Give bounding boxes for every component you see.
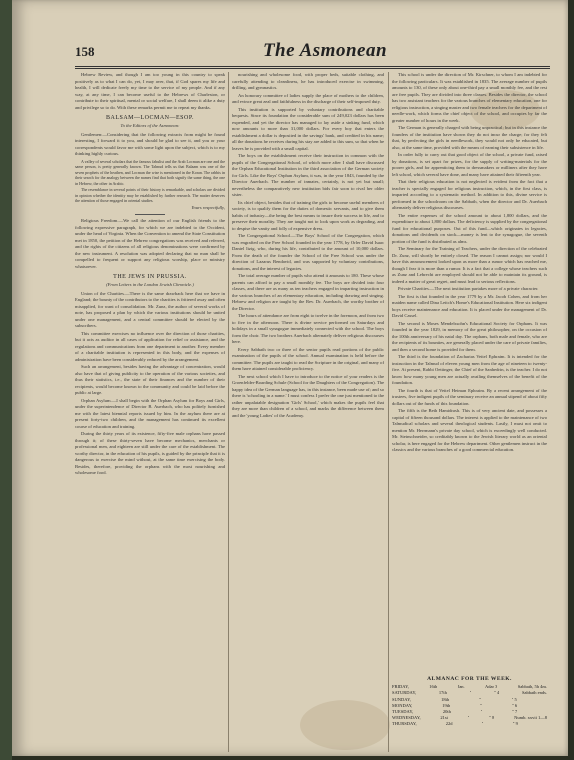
book-spine-edge	[0, 0, 12, 760]
almanac-cell: 19th	[442, 702, 451, 708]
almanac-cell: 16th	[429, 684, 438, 690]
article-heading: BALSAM—LOCMAN—ESOP.	[105, 115, 194, 121]
almanac-cell: TUESDAY,	[392, 709, 414, 715]
almanac-cell: 22d	[445, 721, 453, 727]
paragraph: This committee exercises no influence over the direction of those charities, but it acts as auditor in all cases of application for relief or assistance, and the regulations and communications from one department to another. Every member of a charitable institution is represented in this body, and the expenses of administration have been considerably reduced by the arrangement.	[75, 330, 225, 362]
paragraph: This school is under the direction of Mr. Kirschner, to whom I am indebted for the following particulars. It was established in 1835. The average number of pupils amounts to 130, of these only about one-third pay a small monthly fee, and the rest are free pupils. They are divided into three classes. Besides the director, the school has two assistant teachers for the various branches of elementary education, one for religious instruction, a singing master and two female teachers for the department of needle-work, which forms the chief object of the school, and occupies by far the greater number of hours in the week.	[392, 72, 547, 123]
almanac-cell: Sabbath, 5h 4m.	[517, 684, 547, 690]
paragraph: The next school which I have to introduce to the notice of your readers is the Groenfelder-Boarding Schule (School for the Daughters of the Congregation). The happy idea of the German language has, in this instance, been made use of; and so there is 'schooling in a name.' I must confess I prefer the one just mentioned to the rather unpalatable designation 'Girls' School,' which makes the pupils feel that they are more than children of a school, and marks the difference between them and the 'young Ladies' of the Academy.	[232, 373, 384, 418]
paragraph: Union of the Charities.—There is the same drawback here that we have in England; the bounty of the contributors to the charities is frittered away and often misapplied, for want of consolidation. Mr. Zunz, the author of several works of note, has proposed a plan by which the various institutions should be united under one management, and a central committee should be elected by the subscribers.	[75, 290, 225, 328]
paragraph: Gentlemen:—Considering that the following extracts from might be found interesting, I forward it to you, and should be glad to see it, and you or your correspondents would favor me with some light upon the subject, which is to my thinking highly curious.	[75, 131, 225, 156]
paragraph: In order fully to carry out that good object of the school, a private fund, raised by donations, is set apart for prizes, for the supply of writing-materials for the poorer girls, and for apprenticing them to dressmakers or milliners after they have left school, which several have done, and many have attained their fifteenth year.	[392, 152, 547, 177]
column-divider	[228, 72, 229, 752]
almanac-cell: Adar 3	[485, 684, 498, 690]
almanac-cell: 17th	[438, 690, 447, 696]
paragraph: The third is the foundation of Zacharias Veitel Ephraim. It is intended for the instruction in the Talmud of eleven young men from the age of nineteen to twenty-five. At present, Rabbi Oettinger, the Chief of the Sanhedrin, is the teacher. I do not know how many young men are actually availing themselves of the benefit of the foundation.	[392, 354, 547, 385]
paragraph: The fifth is the Beth Hamidrash. This is of very ancient date, and possesses a capital of fifteen thousand dollars. The interest is applied to the maintenance of two Talmudical scholars and several theological students. Lastly, I must not omit to mention Mr. Herrmann's private day school, which is exceedingly well conducted. Mr. Steinschneider, so creditably known to the Jewish literary world as an oriental scholar, is here engaged for the Hebrew department. Other gentlemen instruct in the classics and the various branches of a good commercial education.	[392, 408, 547, 452]
almanac-cell: "	[480, 709, 483, 715]
column-2	[232, 72, 384, 756]
paragraph: The boys on the establishment receive their instruction in common with the pupils of the Congregational School, of which more after I shall have discussed the Orphan Educational Institution in the third association of the German society for Girls. Like the Boys' Orphan Asylum, it was, in the year 1843, founded by the Director Auerbach. The number of inmates, certainly, is not yet but small; nevertheless the comparatively new institution bids fair soon to rival her older sister.	[232, 153, 384, 197]
paragraph: The hours of attendance are from eight to twelve in the forenoon, and from two to five in the afternoon. There is divine service performed on Saturdays and holidays in a small synagogue immediately connected with the school. The boys form the choir. The two brothers Auerbach alternately deliver religious discourses here.	[232, 313, 384, 344]
paragraph: The total average number of pupils who attend it amounts to 180. These whose parents can afford to pay a small monthly fee. The boys are divided into four classes, and there are as many as ten teachers engaged in imparting instruction in the various branches of an elementary education, including drawing and singing. Hebrew and religion are taught by the Rev. Dr. Auerbach, the worthy brother of the Director.	[232, 273, 384, 311]
paragraph: The Congregational School.—The Boys' School of the Congregation, which was engrafted on the Free School founded in the year 1778, by Orler David Isaac Daniel Itzig, who, during his life, contributed to the amount of 10,000 dollars. From the death of the founder the School of the Free School was under the direction of Lazarus Bendavid, and was supported by voluntary contributions, donations, and the interest of legacies.	[232, 233, 384, 271]
paragraph: Such an arrangement, besides having the advantage of concentration, would also have that of giving publicity to the operation of the various societies, and thus their statistics, i.e., the state of their finances and the number of their recipients, would become known to the community and could be laid before the public at large.	[75, 364, 225, 395]
almanac-cell: " 8	[489, 715, 495, 721]
paragraph: During the thirty years of its existence, fifty-five male orphans have passed through it; of these thirty-seven have become mechanics, merchants or professional men, and eighteen are still under the care of the establishment. The worthy director, in the education of his pupils, is guided by the principle that it is dangerous to exercise the mind without, at the same time exercising the body. Besides, therefore, providing the orphans with the most nourishing and wholesome food.	[75, 431, 225, 475]
paragraph: The second is Moses Mendelssohn's Educational Society for Orphans. It was founded in the year 1829, in memory of the great philosopher, on the occasion of the 100th anniversary of his natal day. The orphans, both male and female, who are the recipients of its bounties, are generally placed under the care of private families, and then a second home is provided for them.	[392, 320, 547, 352]
journal-title: The Asmonean	[262, 40, 388, 61]
almanac-box	[392, 676, 547, 728]
paragraph: The German is generally charged with being unpractical; but in this instance the founders of the institution have shown they do not incur the charge; for they felt that, by perfecting the girls in needlework, they would not only be educated, but also, at the same time, provided with the means of earning their subsistence in life.	[392, 125, 547, 150]
almanac-cell: Numb. xxvii 1—8	[514, 715, 547, 721]
almanac-cell: " 5	[511, 696, 517, 702]
almanac-cell: "	[480, 702, 482, 708]
paragraph: Hebrew Review, and though I am too young in this country to speak positively as to what I can do, yet, I may aver, that, if God spares my life and health, I will dedicate freely my time to the service of my people. And if any way, at any time, I can become useful to the Hebrews of Charleston, or contribute to their spiritual, mental or social welfare, I shall deem it alike a duty and privilege so to do. With these remarks permit me to repeat my thanks.	[75, 72, 225, 110]
almanac-cell: "	[481, 721, 484, 727]
almanac-cell: 21st	[440, 715, 448, 721]
paragraph: Orphan Asylum.—I shall begin with the Orphan Asylum for Boys and Girls, under the superintendence of Director B. Auerbach, who has politely furnished me with the latest biennial reports issued by him. In the asylum there are at present forty-two children, and the management has continued its excellent course of education and training.	[75, 397, 225, 429]
almanac-cell: " 4	[494, 690, 500, 696]
almanac-cell: "	[479, 696, 482, 702]
almanac-cell: Jan.	[457, 684, 465, 690]
paragraph: An honorary committee of ladies supply the place of mothers to the children, and evince great zeal and faithfulness in the discharge of their self-imposed duty.	[232, 92, 384, 104]
header-rule	[75, 66, 550, 67]
paragraph: Private Charities.—The next institution partakes more of a private character.	[398, 286, 539, 291]
almanac-row	[392, 721, 547, 727]
article-subheading: (From Letters in the London Jewish Chronicle.)	[106, 282, 194, 287]
almanac-cell: Sabbath ends.	[521, 690, 547, 696]
almanac-cell: " 6	[511, 702, 518, 708]
page-header	[75, 40, 550, 64]
column-1	[75, 72, 225, 756]
paragraph: The Seminary for the Training of Teachers, under the direction of the celebrated Dr. Zunz, will shortly be entirely closed. The reason I cannot assign; nor would I have this announcement looked upon as more than a rumor which has reached me, though I fear it is more than a rumor. It is a fact that a college whose teachers such as Zunz and Lebrecht are employed should not be able to maintain its ground, is indeed a matter of great regret, and must lead to serious reflections.	[392, 246, 547, 284]
almanac-cell: MONDAY,	[392, 702, 413, 708]
paragraph: The first is that founded in the year 1779 by a Mr. Jacob Cohen, and from her maiden name called Dina Leitch's Home's Educational Institution. Here six indigent boys receive maintenance and education. It is placed under the management of Dr. David Cassel.	[392, 293, 547, 318]
paragraph: This institution is supported by voluntary contributions and charitable bequests. Since its foundation the considerable sum of 249,023 dollars has been expended, and yet the director has managed to lay aside a sinking fund, which now amounts to more than 31,000 dollars. For every boy that enters the establishment a dollar is deposited in the savings' bank, and credited in his name; all the donations he receives during his stay are added to this sum, so that when he leaves he is provided with a small capital.	[232, 106, 384, 151]
almanac-cell: THURSDAY,	[392, 721, 417, 727]
almanac-title: ALMANAC FOR THE WEEK.	[427, 676, 512, 682]
almanac-rows	[392, 684, 547, 727]
article-subheading: To the Editors of the Asmonean:	[120, 123, 180, 128]
header-rule-thin	[75, 68, 550, 69]
almanac-cell: " 7	[512, 709, 518, 715]
almanac-cell: WEDNESDAY,	[392, 715, 421, 721]
paragraph: The entire expenses of the school amount to about 1,800 dollars, and the expenditure to about 1,800 dollars. The deficiency is supplied by the congregational fund for educational purposes. Out of this fund—which originates in legacies, donations and dividends on stock—money is lent to the synagogue, the seventh portion of the fund is distributed as alms.	[392, 212, 547, 244]
paragraph: The fourth is that of Veitel Heiman Ephraim. By a recent arrangement of the trustees, five indigent pupils of the seminary receive an annual stipend of about fifty dollars out of the funds of this foundation.	[392, 387, 547, 406]
paragraph: nourishing and wholesome food, with proper beds, suitable clothing, and carefully attending to cleanliness, he has introduced exercise in swimming, drilling, and gymnastics.	[232, 72, 384, 90]
page-number: 158	[75, 44, 95, 59]
paragraph-small: The resemblance in several points of their history is remarkable, and scholars are divided in opinion whether the identity may be established by further research. The matter deserves the attention of those engaged in oriental studies.	[75, 187, 225, 203]
almanac-cell: FRIDAY,	[392, 684, 409, 690]
signature: Yours respectfully,	[191, 204, 225, 210]
divider	[135, 214, 165, 215]
almanac-cell: "	[467, 715, 470, 721]
paragraph: That their religious education is not neglected is evident from the fact that a teacher is specially engaged for religious instruction, which, in the first class, is imparted according to a systematic method. In addition to this, divine service is performed in the schoolroom on the Sabbath, when the director and Dr. Auerbach alternately deliver religious discourses.	[392, 179, 547, 210]
almanac-cell: SUNDAY,	[392, 696, 411, 702]
almanac-cell: 20th	[442, 709, 451, 715]
article-heading: THE JEWS IN PRUSSIA.	[113, 274, 187, 280]
almanac-cell: " 9	[512, 721, 518, 727]
paragraph: Every Sabbath two or three of the senior pupils read portions of the public examination of the pupils of the school. Annual examination is held before the committee. The pupils are taught to read the Scripture in the original, and many of them have attained considerable proficiency.	[232, 346, 384, 371]
almanac-cell: "	[469, 690, 472, 696]
paragraph-small: A valley of several scholars that the famous fabulist and the Arab Locman are one and the same person, is pretty generally known. The Talmud tells us that Balaam was one of the seven prophets of the heathen, and Locman the wise is mentioned in the Koran. The rabbis in their search for the analogy between the names find that both signify the same thing, the one in Hebrew, the other in Arabic.	[75, 158, 225, 186]
almanac-cell: SATURDAY,	[392, 690, 417, 696]
column-divider	[388, 72, 389, 752]
paragraph: Its chief object, besides that of training the girls to become useful members of society, is to qualify them for the duties of domestic servants, and to give them habits of industry—the being the best means to insure their success in life, and to preserve their morality. They are taught not to look upon work as degrading, and to despise the vanity and folly of expensive dress.	[232, 199, 384, 231]
almanac-cell: 18th	[441, 696, 450, 702]
almanac-row	[392, 690, 547, 696]
paragraph: Religious Freedom.—We call the attention of our English friends to the following expressive paragraph, for which we are indebted to the Occident, under the head of Virginia. When the Convention to amend the State Constitution met in 1850, the petition of the Hebrew congregations was received and referred, and the rights of the citizens of all religious denominations were confirmed by the new instrument. A resolution was adopted declaring that no man shall be compelled to frequent or support any religious worship, place or ministry whatsoever.	[75, 218, 225, 269]
column-3	[392, 72, 547, 672]
